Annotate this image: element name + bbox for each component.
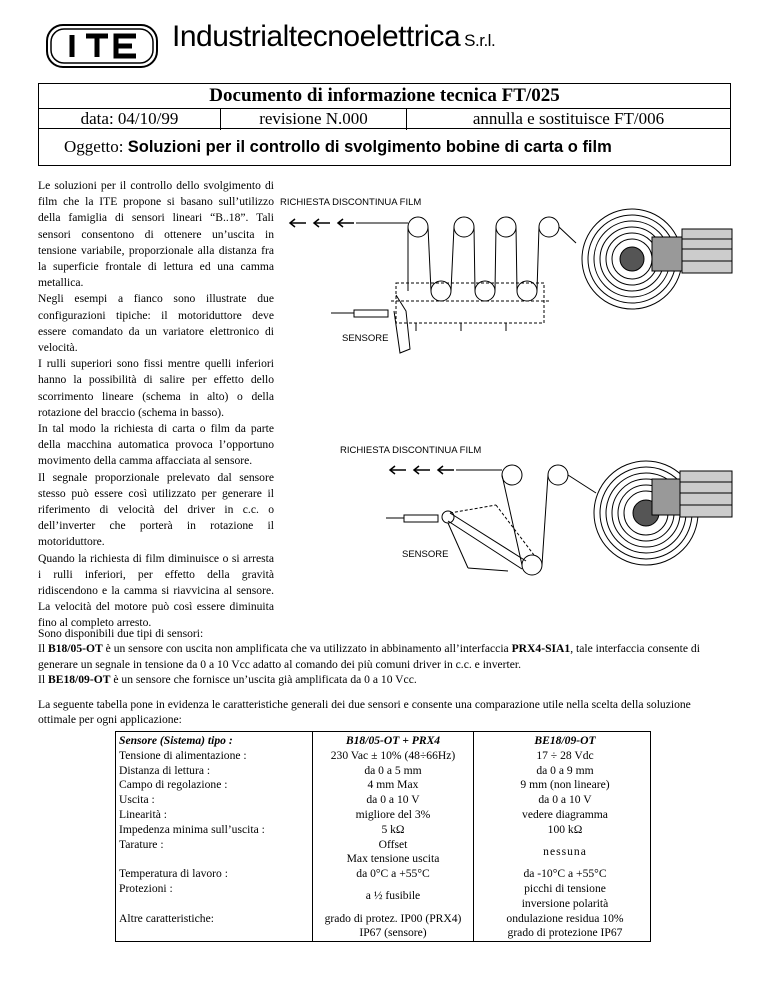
intro-paragraph: Il segnale proporzionale prelevato dal sensore stesso può essere così utilizzato per generare il riferimento di velocità del driver in c.c. o dell’inverter che porterà in rotazione il motoriduttore. [38, 470, 274, 549]
column-divider [312, 732, 313, 941]
table-label: Distanza di lettura : [119, 763, 211, 777]
b18-description: Il B18/05-OT è un sensore con uscita non amplificata che va utilizzato in abbinamento all’interfaccia PRX4-SIA1, tale interfaccia consente di generare un segnale in tensione da 0 a 10 Vcc adatto al comando dei più comuni driver in c.c. e inverter. [38, 642, 700, 671]
company-suffix: S.r.l. [464, 31, 496, 50]
table-label: Tensione di alimentazione : [119, 748, 247, 762]
table-label: Tarature : [119, 837, 164, 851]
table-cell: IP67 (sensore) [359, 926, 427, 940]
intro-paragraph: Le soluzioni per il controllo dello svolgimento di film che la ITE propone si basano sull’utilizzo della famiglia di sensori lineari “B..18”. Tali sensori consentono di ottenere un’uscita in tensione variabile, proporzionale alla distanza fra la superficie frontale di lettura ed una camma metallica. [38, 179, 274, 290]
label-column [119, 734, 309, 926]
intro-text [38, 178, 274, 632]
bottom-sensor-label: SENSORE [402, 549, 449, 560]
subject-text: Soluzioni per il controllo di svolgimento bobine di carta o film [127, 138, 612, 156]
bottom-arrows-icon [390, 466, 454, 474]
table-cell: 17 ÷ 28 Vdc [536, 748, 594, 762]
company-name: Industrialtecnoelettrica S.r.l. [172, 20, 496, 53]
be18-name: BE18/09-OT [47, 672, 111, 686]
table-cell: nessuna [543, 844, 587, 858]
bottom-motor-icon [652, 471, 732, 517]
table-cell: picchi di tensione [524, 881, 606, 895]
table-cell: vedere diagramma [522, 807, 608, 821]
intro-paragraph: Quando la richiesta di film diminuisce o si arresta i rulli inferiori, per effetto della gravità ridiscendono e la camma si riavvicina al sensore. La velocità del motore può così essere diminuita fino al completo arresto. [38, 551, 274, 630]
table-header: BE18/09-OT [534, 734, 596, 747]
b18-interface: PRX4-SIA1 [511, 642, 571, 656]
table-cell: grado di protez. IP00 (PRX4) [324, 911, 462, 925]
table-cell: da 0 a 9 mm [536, 763, 594, 777]
top-sensor-label: SENSORE [342, 333, 389, 344]
sensors-intro: Sono disponibili due tipi di sensori: [38, 627, 204, 640]
document-date: data: 04/10/99 [39, 109, 221, 130]
document-meta-row [39, 108, 730, 130]
table-cell: ondulazione residua 10% [506, 911, 624, 925]
table-cell: da 0 a 10 V [538, 793, 592, 807]
intro-paragraph: Negli esempi a fianco sono illustrate due configurazioni tipiche: il motoriduttore deve essere comandato da un variatore elettronico di velocità. [38, 292, 274, 355]
table-cell: 9 mm (non lineare) [520, 778, 610, 792]
table-cell: 5 kΩ [381, 822, 405, 836]
unwinding-schematic [276, 183, 736, 623]
table-label: Protezioni : [119, 881, 173, 895]
sensors-description [38, 626, 730, 728]
be18-description: Il BE18/09-OT è un sensore che fornisce un’uscita già amplificata da 0 a 10 Vcc. [38, 672, 417, 686]
document-revision: revisione N.000 [221, 109, 407, 130]
table-intro: La seguente tabella pone in evidenza le caratteristiche generali dei due sensori e consente una comparazione utile nella scelta della soluzione ottimale per ogni applicazione: [38, 698, 691, 727]
ite-logo [46, 24, 158, 68]
table-label: Linearità : [119, 807, 167, 821]
document-title: Documento di informazione tecnica FT/025 [209, 85, 560, 106]
table-label: Temperatura di lavoro : [119, 867, 228, 881]
subject-label: Oggetto: [64, 137, 124, 156]
table-cell: inversione polarità [521, 896, 609, 910]
bottom-demand-label: RICHIESTA DISCONTINUA FILM [340, 445, 482, 456]
table-cell: a ½ fusibile [365, 889, 421, 903]
bottom-schema [340, 445, 732, 575]
top-arrows-icon [290, 219, 354, 227]
table-cell: da 0 a 5 mm [364, 763, 422, 777]
sensor-be18-column [482, 734, 648, 941]
table-cell: da -10°C a +55°C [523, 867, 607, 881]
table-label: Altre caratteristiche: [119, 911, 214, 925]
table-label: Campo di regolazione : [119, 778, 228, 792]
top-demand-label: RICHIESTA DISCONTINUA FILM [280, 197, 422, 208]
intro-paragraph: I rulli superiori sono fissi mentre quelli inferiori hanno la possibilità di salire per effetto dello scorrimento lineare (schema in alto) o della rotazione del braccio (schema in basso). [38, 357, 274, 419]
table-cell: Max tensione uscita [346, 852, 440, 866]
table-header: Sensore (Sistema) tipo : [119, 734, 233, 747]
table-cell: da 0 a 10 V [366, 793, 420, 807]
table-cell: 100 kΩ [547, 822, 583, 836]
top-motor-icon [652, 229, 732, 273]
table-cell: 4 mm Max [367, 778, 419, 792]
table-label: Uscita : [119, 793, 155, 807]
table-cell: 230 Vac ± 10% (48÷66Hz) [330, 748, 456, 762]
table-label: Impedenza minima sull’uscita : [119, 822, 265, 836]
table-cell: Offset [378, 837, 408, 851]
top-schema [280, 197, 732, 353]
subject-box [38, 129, 731, 166]
b18-name: B18/05-OT [47, 642, 103, 656]
table-header: B18/05-OT + PRX4 [345, 734, 441, 747]
document-info-box [38, 83, 731, 129]
table-cell: grado di protezione IP67 [507, 926, 623, 940]
intro-paragraph: In tal modo la richiesta di carta o film da parte della macchina automatica provoca l’opportuno movimento della camma affacciata al sensore. [38, 422, 274, 468]
document-replaces: annulla e sostituisce FT/006 [472, 109, 665, 128]
column-divider [473, 732, 474, 941]
sensor-b18-column [320, 734, 466, 941]
table-cell: da 0°C a +55°C [356, 867, 430, 881]
table-cell: migliore del 3% [355, 807, 431, 821]
comparison-table [115, 731, 651, 942]
